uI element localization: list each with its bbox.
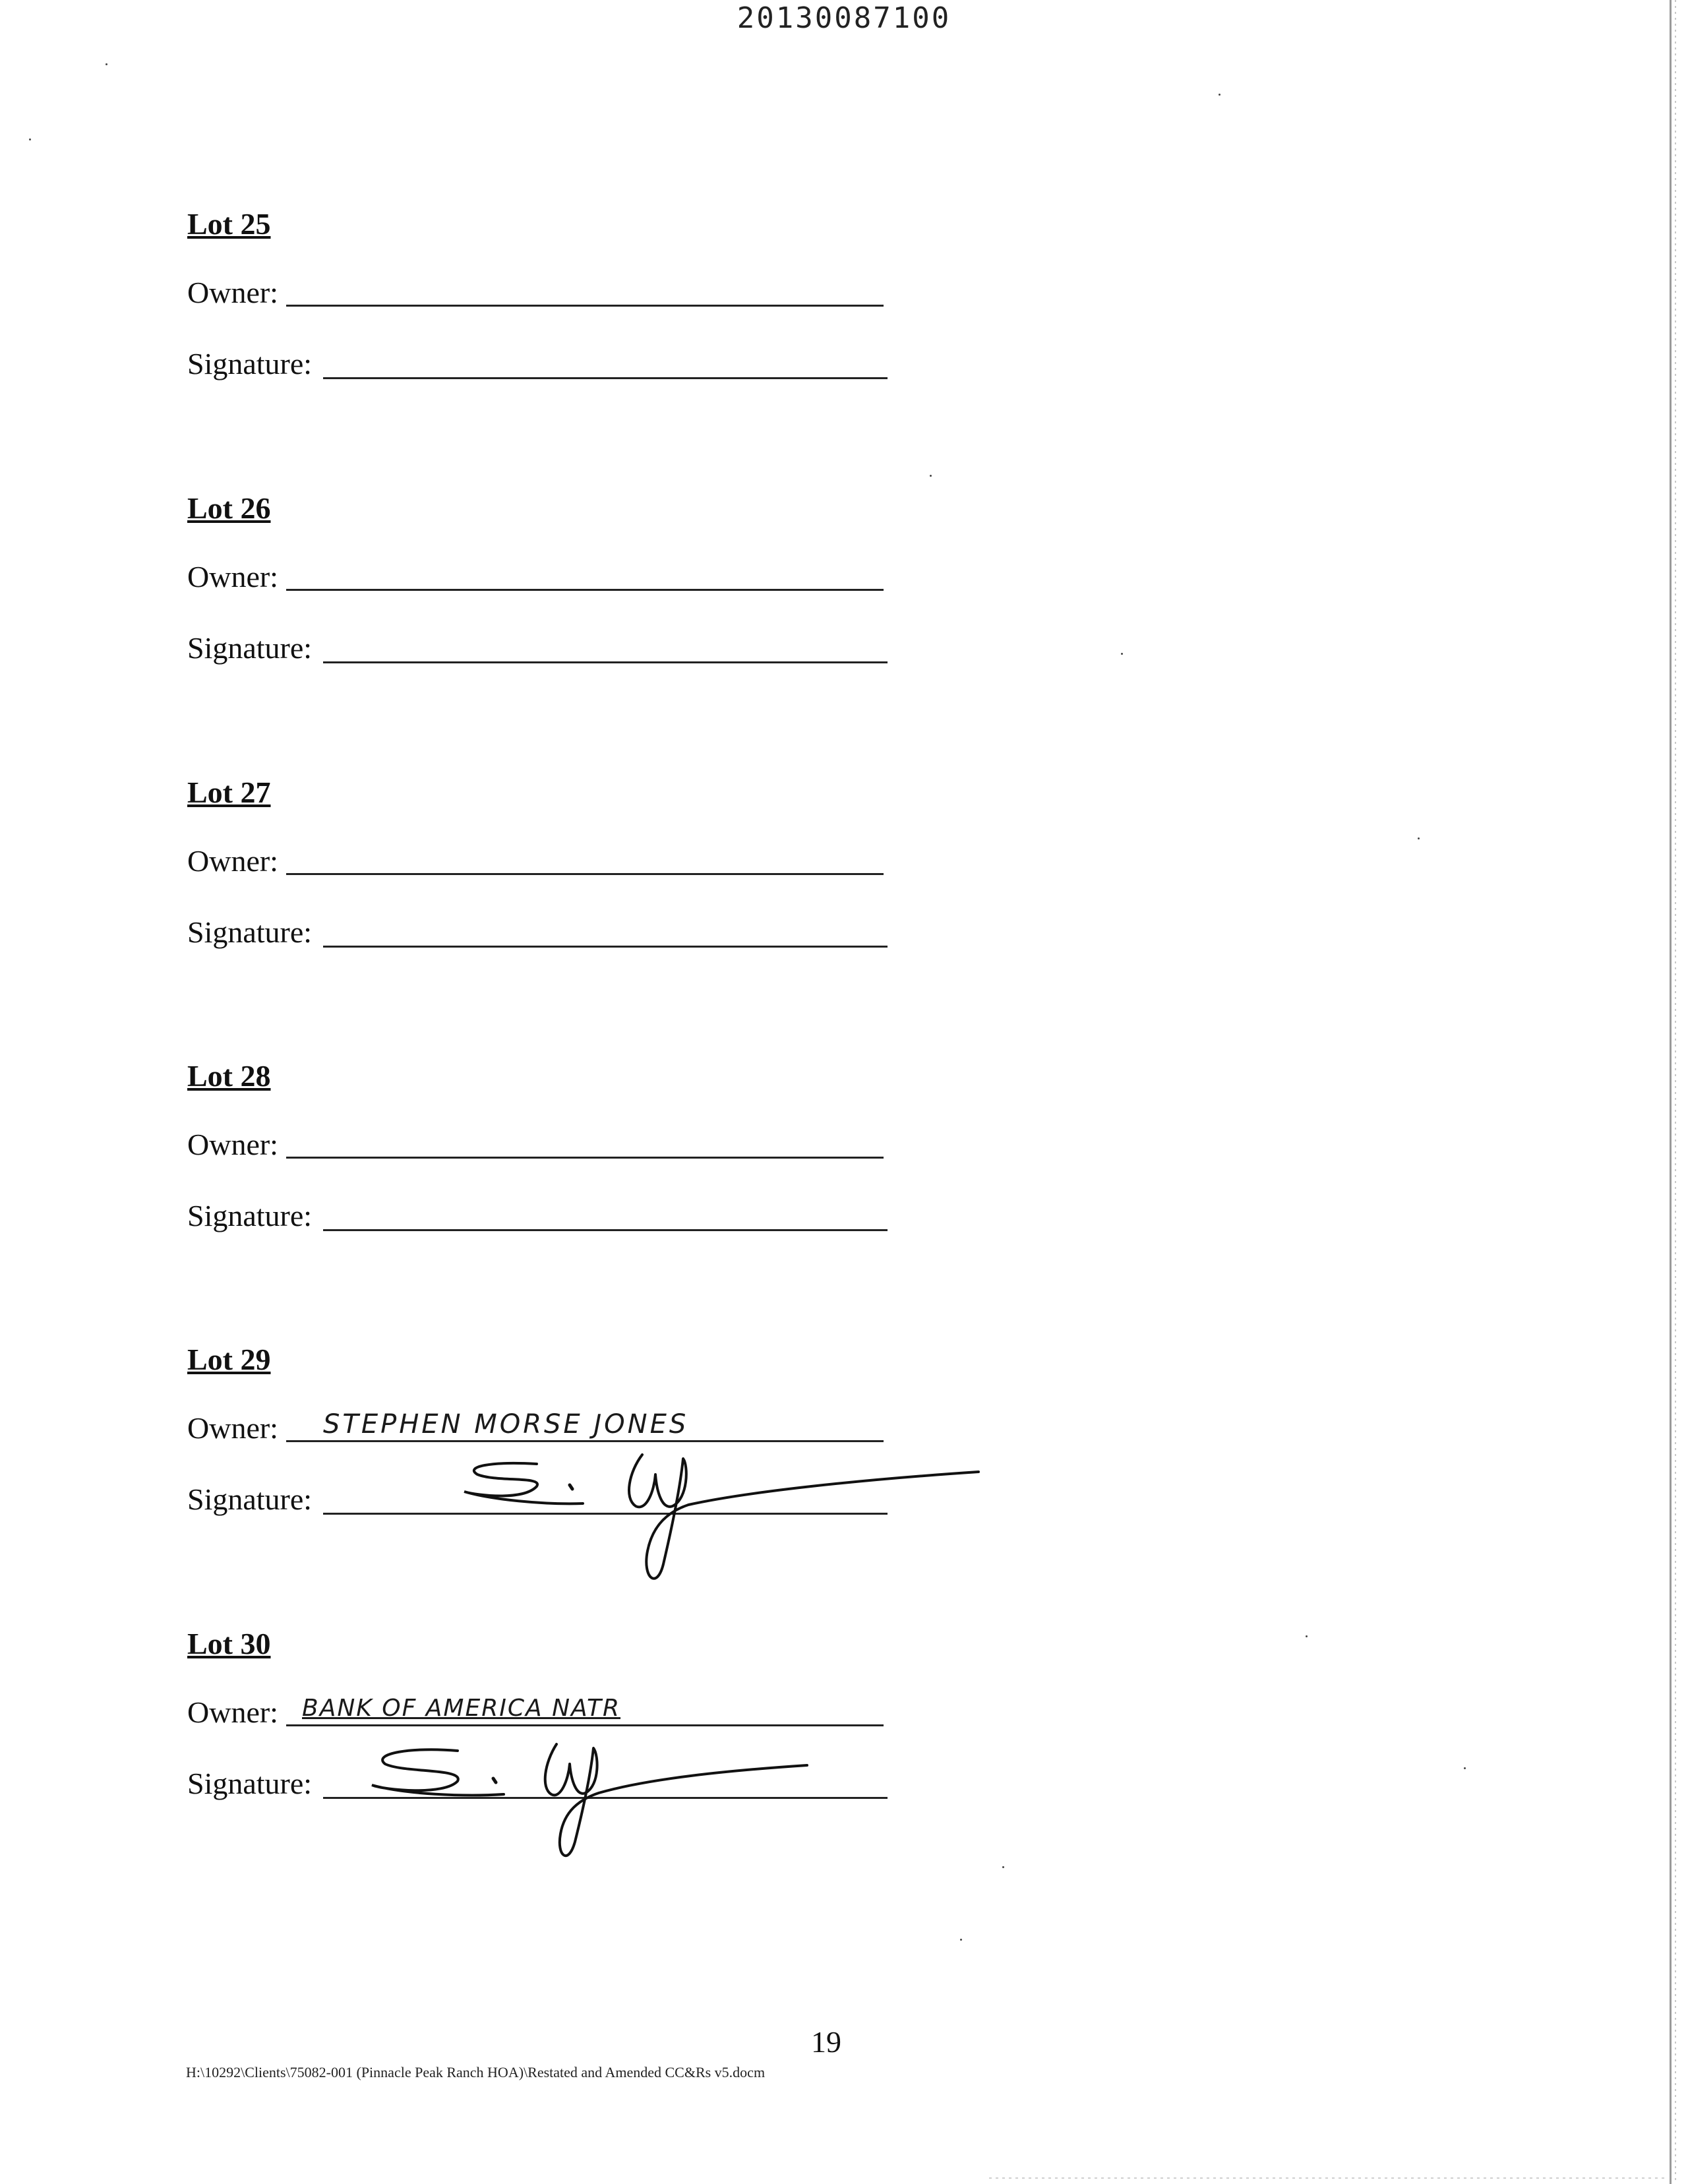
handwritten-owner-name: STEPHEN MORSE JONES: [323, 1409, 689, 1440]
handwritten-owner-name: BANK OF AMERICA NATR: [302, 1695, 621, 1722]
signature-line: [323, 377, 888, 379]
signature-line: [323, 661, 888, 663]
owner-line: [286, 1440, 884, 1442]
lot-section: [187, 775, 913, 949]
signature-label: Signature:: [187, 347, 313, 380]
owner-label: Owner:: [187, 1411, 278, 1445]
owner-line: [286, 1724, 884, 1726]
signature-label: Signature:: [187, 631, 313, 665]
signature-field: [187, 347, 312, 381]
scan-speck: [1121, 653, 1123, 655]
owner-field: [187, 560, 278, 594]
owner-field: [187, 1695, 621, 1730]
signature-label: Signature:: [187, 915, 313, 949]
signature-line: [323, 946, 888, 948]
lot-section: [187, 491, 913, 665]
signature-field: [187, 1482, 312, 1517]
scan-speck: [1464, 1767, 1466, 1769]
signature-field: [187, 1767, 312, 1801]
owner-line: [286, 1157, 884, 1159]
signature-line: [323, 1229, 888, 1231]
page-number: 19: [811, 2025, 841, 2059]
lot-heading: Lot 30: [187, 1627, 271, 1660]
recording-number: 20130087100: [737, 1, 951, 35]
signature-label: Signature:: [187, 1482, 313, 1516]
handwritten-signature: [451, 1445, 1044, 1591]
owner-field: [187, 1409, 689, 1445]
scan-speck: [106, 63, 107, 65]
lot-section: [187, 207, 913, 380]
lot-heading: Lot 27: [187, 775, 271, 809]
scan-speck: [930, 475, 932, 477]
bottom-edge-scan-dots: [989, 2177, 1668, 2179]
owner-label: Owner:: [187, 1128, 278, 1161]
lot-heading: Lot 25: [187, 207, 271, 241]
handwritten-signature: [359, 1736, 886, 1868]
owner-label: Owner:: [187, 276, 278, 309]
page-edge-scan-line: [1670, 0, 1672, 2184]
owner-label: Owner:: [187, 560, 278, 593]
page-edge-scan-dots: [1675, 0, 1676, 2184]
owner-line: [286, 589, 884, 591]
scan-speck: [1002, 1866, 1004, 1868]
signature-field: [187, 915, 312, 950]
owner-field: [187, 276, 278, 310]
lot-section: [187, 1343, 913, 1516]
owner-label: Owner:: [187, 844, 278, 878]
lot-heading: Lot 29: [187, 1343, 271, 1376]
signature-label: Signature:: [187, 1767, 313, 1800]
footer-file-path: H:\10292\Clients\75082-001 (Pinnacle Peak Ranch HOA)\Restated and Amended CC&Rs v5.docm: [186, 2064, 766, 2080]
scan-speck: [1418, 837, 1420, 839]
signature-field: [187, 631, 312, 665]
owner-line: [286, 873, 884, 875]
scan-speck: [1219, 94, 1221, 96]
lot-section: [187, 1627, 913, 1800]
scan-speck: [1306, 1635, 1308, 1637]
owner-label: Owner:: [187, 1695, 278, 1729]
owner-field: [187, 1128, 278, 1162]
owner-field: [187, 844, 278, 878]
lot-heading: Lot 26: [187, 491, 271, 525]
signature-label: Signature:: [187, 1199, 313, 1232]
lot-heading: Lot 28: [187, 1059, 271, 1093]
scan-speck: [960, 1939, 962, 1941]
scan-speck: [29, 138, 31, 140]
lot-section: [187, 1059, 913, 1232]
signature-field: [187, 1199, 312, 1233]
owner-line: [286, 305, 884, 307]
